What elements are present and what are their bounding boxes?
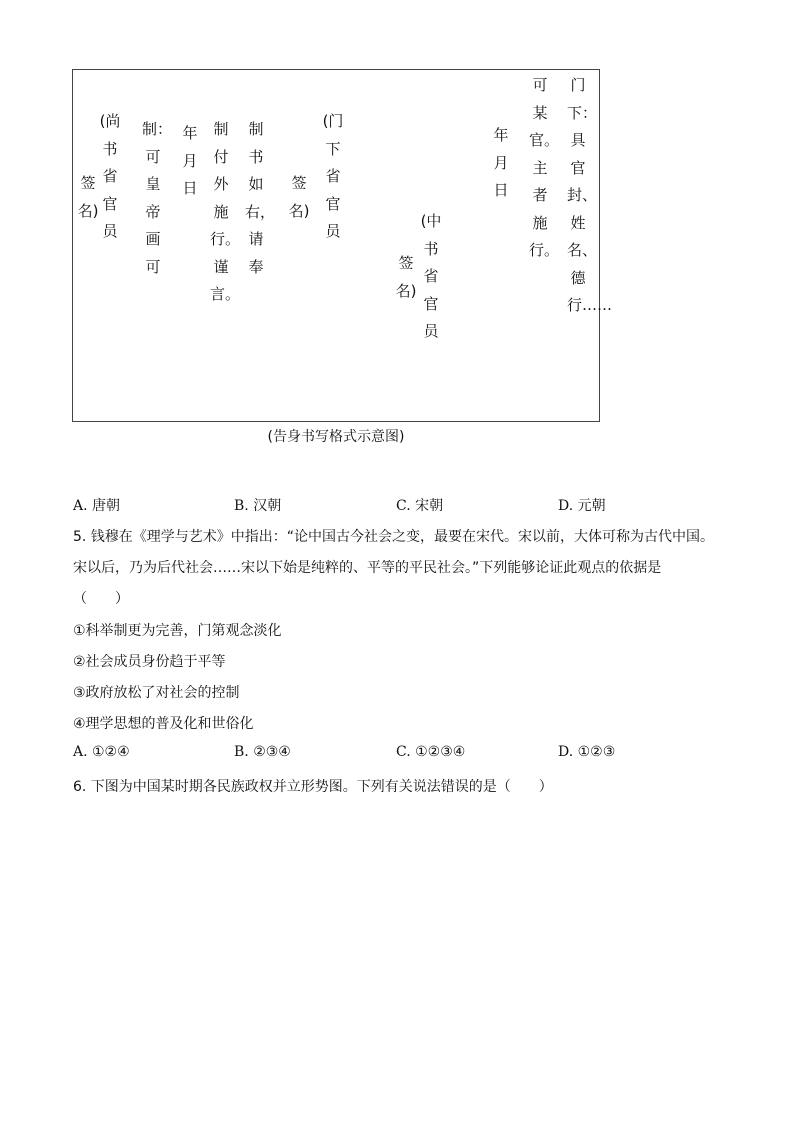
q5-item-1: ①科举制更为完善，门第观念淡化 [73,623,282,639]
q5-option-b[interactable]: B. ②③④ [234,744,291,760]
column-date-1: 年月日 [493,126,509,199]
q5-item-3: ③政府放松了对社会的控制 [73,685,240,701]
column-menxia-header: 门下：具官封、姓名、德行…… [567,76,613,314]
q4-option-b[interactable]: B. 汉朝 [234,498,282,514]
column-zhongshu-sign: 签名) [395,254,417,300]
column-emperor-approval: 制：可皇帝画可 [142,120,173,276]
q5-option-a[interactable]: A. ①②④ [73,744,130,760]
q5-answer-blank: （ ） [73,591,129,607]
q4-option-c[interactable]: C. 宋朝 [396,498,444,514]
announcement-format-diagram [72,69,613,422]
column-zhongshu-official: (中书省官员 [420,212,442,340]
column-shangshu-official: (尚书省官员 [99,112,121,240]
q5-option-c[interactable]: C. ①②③④ [396,744,466,760]
q4-option-a[interactable]: A. 唐朝 [73,498,121,514]
q6-stem: 6. 下图为中国某时期各民族政权并立形势图。下列有关说法错误的是（ ） [73,779,553,795]
q5-item-2: ②社会成员身份趋于平等 [73,654,226,670]
q4-option-d[interactable]: D. 元朝 [558,498,606,514]
column-date-2: 年月日 [182,124,198,197]
column-approval-text: 可某官。主者施行。 [529,76,560,259]
column-shangshu-sign: 签名) [77,174,99,220]
diagram-caption: (告身书写格式示意图) [267,429,405,445]
q5-stem-line2: 宋以后，乃为后代社会……宋以下始是纯粹的、平等的平民社会。”下列能够论证此观点的依据是 [73,560,662,576]
q5-option-d[interactable]: D. ①②③ [558,744,616,760]
column-edict-request: 制书如右，请奉 [245,120,276,276]
column-edict-execute: 制付外施行。谨言。 [210,120,241,303]
q5-stem-line1: 5. 钱穆在《理学与艺术》中指出：“论中国古今社会之变，最要在宋代。宋以前，大体可称为古代中国。 [73,529,715,545]
column-menxia-official: (门下省官员 [322,112,344,240]
column-menxia-sign: 签名) [288,174,310,220]
q5-item-4: ④理学思想的普及化和世俗化 [73,716,254,732]
